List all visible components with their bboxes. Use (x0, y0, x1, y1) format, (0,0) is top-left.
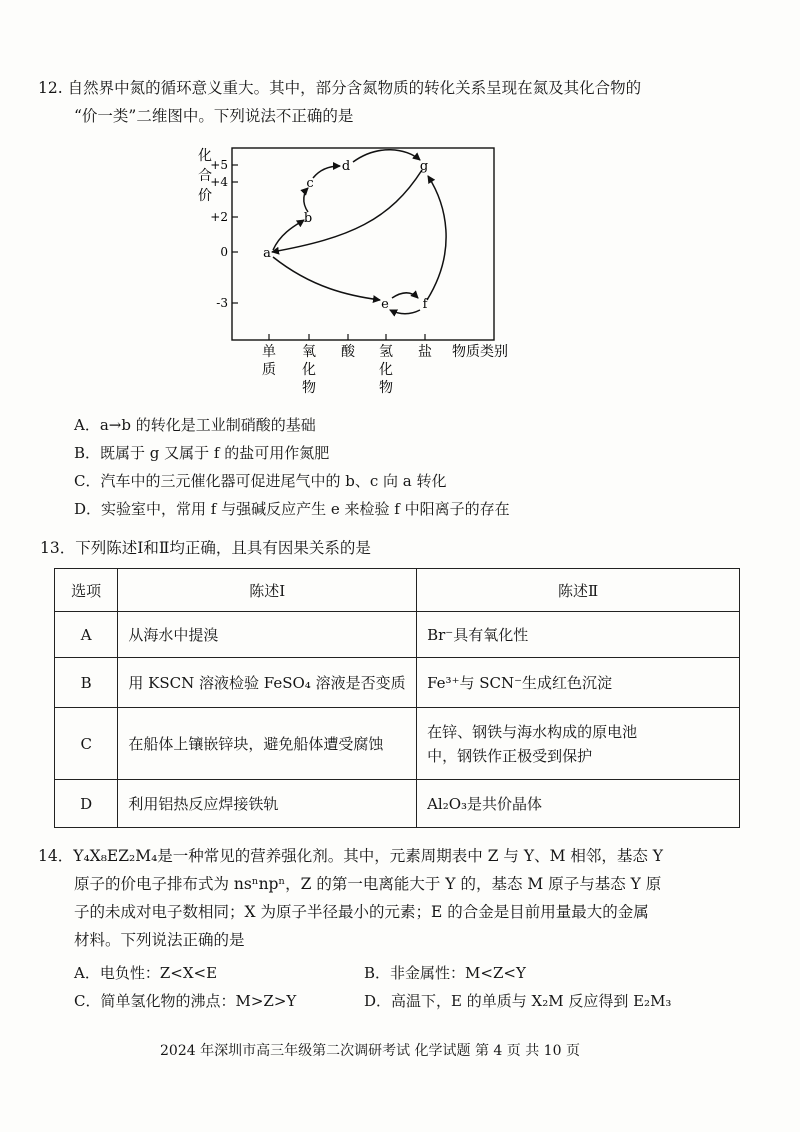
header-option: 选项 (55, 569, 118, 612)
q14-stem-line2: 原子的价电子排布式为 nsⁿnpⁿ，Z 的第一电离能大于 Y 的，基态 M 原子与基态 Y 原 (74, 875, 662, 893)
q14-stem-line3: 子的未成对电子数相同；X 为原子半径最小的元素；E 的合金是目前用量最大的金属 (74, 903, 649, 921)
row-b-option: B (55, 658, 118, 708)
row-d-statement-2: Al₂O₃是共价晶体 (417, 780, 740, 828)
table-header-row (55, 569, 740, 612)
x-cat-elem-2: 质 (262, 362, 276, 378)
row-a-statement-2: Br⁻具有氧化性 (417, 612, 740, 658)
x-cat-oxide-3: 物 (302, 380, 316, 396)
arrow-e-f (392, 293, 418, 298)
q12-option-d: D．实验室中，常用 f 与强碱反应产生 e 来检验 f 中阳离子的存在 (74, 500, 510, 518)
y-tick-zero: 0 (220, 245, 228, 259)
page-footer: 2024 年深圳市高三年级第二次调研考试 化学试题 第 4 页 共 10 页 (160, 1043, 580, 1059)
header-statement-1: 陈述Ⅰ (118, 569, 417, 612)
y-tick-plus5: +5 (210, 158, 228, 172)
point-c: c (306, 176, 314, 191)
y-title-1: 化 (198, 148, 212, 164)
y-tick-minus3: -3 (216, 296, 228, 310)
point-g: g (419, 159, 429, 174)
row-b-statement-2: Fe³⁺与 SCN⁻生成红色沉淀 (417, 658, 740, 708)
y-tick-plus2: +2 (210, 210, 228, 224)
valence-category-diagram (180, 140, 540, 400)
q14-option-b: B．非金属性：M<Z<Y (364, 964, 526, 982)
row-b-statement-1: 用 KSCN 溶液检验 FeSO₄ 溶液是否变质 (118, 658, 417, 708)
x-cat-oxide-1: 氧 (302, 344, 316, 360)
row-a-option: A (55, 612, 118, 658)
point-a: a (263, 246, 271, 261)
arrow-a-e (273, 257, 380, 300)
arrow-f-e (390, 310, 420, 314)
x-cat-hydride-3: 物 (379, 380, 393, 396)
point-d: d (341, 159, 351, 174)
row-d-statement-1: 利用铝热反应焊接铁轨 (118, 780, 417, 828)
q12-option-b: B．既属于 g 又属于 f 的盐可用作氮肥 (74, 444, 330, 462)
x-cat-hydride-2: 化 (379, 362, 393, 378)
diagram-frame (232, 148, 494, 340)
q12-option-a: A．a→b 的转化是工业制硝酸的基础 (74, 416, 316, 434)
table-row (55, 612, 740, 658)
y-title-3: 价 (198, 188, 212, 204)
row-c-option: C (55, 708, 118, 780)
table-row (55, 658, 740, 708)
x-cat-salt: 盐 (418, 344, 432, 360)
arrow-d-g (353, 150, 420, 162)
y-title-2: 合 (198, 168, 212, 184)
x-cat-elem-1: 单 (262, 344, 276, 360)
x-cat-acid: 酸 (341, 344, 355, 360)
point-e: e (381, 297, 389, 312)
arrow-a-b (273, 220, 304, 250)
point-b: b (303, 211, 313, 226)
q12-stem-line2: “价一类”二维图中。下列说法不正确的是 (74, 107, 354, 125)
point-f: f (422, 297, 428, 312)
row-a-statement-1: 从海水中提溴 (118, 612, 417, 658)
q12-stem-line1: 12. 自然界中氮的循环意义重大。其中，部分含氮物质的转化关系呈现在氮及其化合物的 (38, 79, 642, 97)
arrow-c-d (313, 166, 340, 178)
x-axis-title: 物质类别 (452, 344, 508, 360)
q14-option-c: C．简单氢化物的沸点：M>Z>Y (74, 992, 297, 1010)
row-c-statement-1: 在船体上镶嵌锌块，避免船体遭受腐蚀 (118, 708, 417, 780)
q14-stem-line1: 14．Y₄X₈EZ₂M₄是一种常见的营养强化剂。其中，元素周期表中 Z 与 Y、M 相邻，基态 Y (38, 847, 664, 865)
q13-table (54, 568, 740, 828)
arrow-g-a (272, 170, 422, 252)
x-cat-hydride-1: 氢 (379, 344, 393, 360)
arrow-b-c (304, 188, 308, 212)
header-statement-2: 陈述Ⅱ (417, 569, 740, 612)
row-c-statement-2 (417, 708, 740, 780)
table-row (55, 780, 740, 828)
y-tick-plus4: +4 (210, 175, 228, 189)
q14-option-a: A．电负性：Z<X<E (74, 964, 218, 982)
x-cat-oxide-2: 化 (302, 362, 316, 378)
q14-stem-line4: 材料。下列说法正确的是 (74, 931, 245, 949)
q13-stem: 13．下列陈述Ⅰ和Ⅱ均正确，且具有因果关系的是 (40, 539, 371, 557)
q14-option-d: D．高温下，E 的单质与 X₂M 反应得到 E₂M₃ (364, 992, 672, 1010)
arrow-f-g (427, 176, 446, 300)
row-d-option: D (55, 780, 118, 828)
q12-option-c: C．汽车中的三元催化器可促进尾气中的 b、c 向 a 转化 (74, 472, 447, 490)
row-c-statement-2-line2: 中，钢铁作正极受到保护 (427, 746, 593, 765)
table-row (55, 708, 740, 780)
row-c-statement-2-line1: 在锌、钢铁与海水构成的原电池 (427, 722, 638, 741)
